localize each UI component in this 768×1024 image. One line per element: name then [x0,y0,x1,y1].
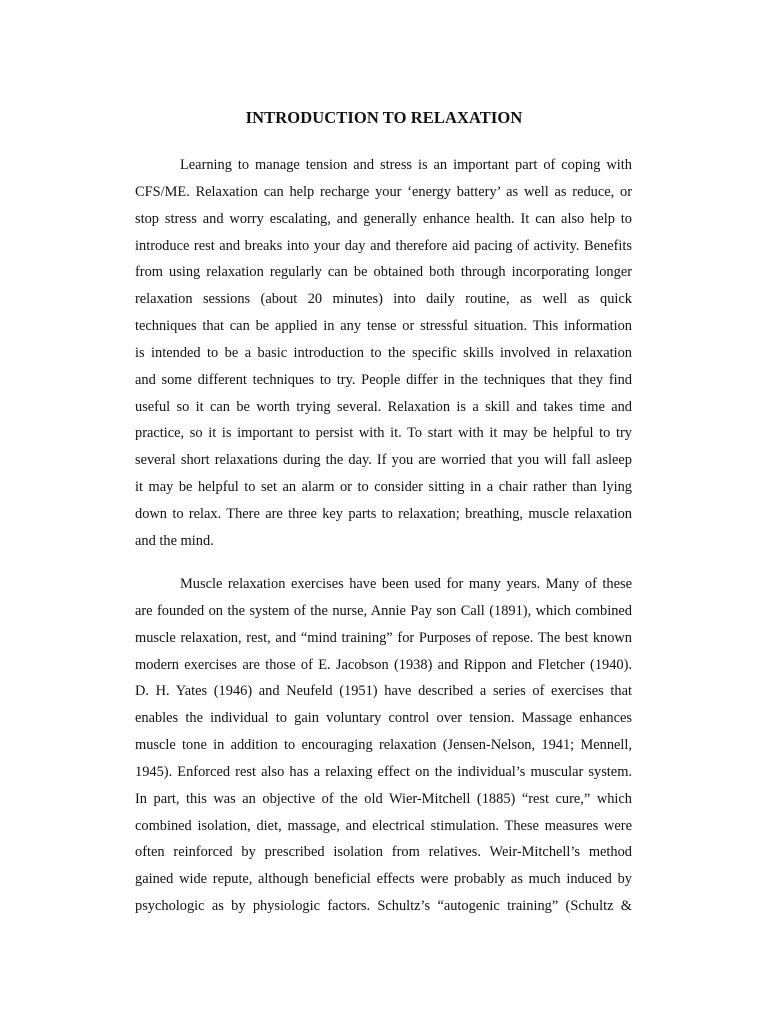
paragraph-1 [135,152,632,555]
paragraph-line: psychologic as by physiologic factors. Schultz’s “autogenic training” (Schultz & [135,898,632,915]
paragraph-line: D. H. Yates (1946) and Neufeld (1951) have described a series of exercises that [135,683,632,700]
paragraph-line: several short relaxations during the day. If you are worried that you will fall asleep [135,452,632,469]
paragraph-line: muscle tone in addition to encouraging relaxation (Jensen-Nelson, 1941; Mennell, [135,737,632,754]
paragraph-line: relaxation sessions (about 20 minutes) into daily routine, as well as quick [135,291,632,308]
paragraph-line: modern exercises are those of E. Jacobson (1938) and Rippon and Fletcher (1940). [135,656,632,673]
paragraph-line: muscle relaxation, rest, and “mind training” for Purposes of repose. The best known [135,629,632,646]
paragraph-line: CFS/ME. Relaxation can help recharge your ‘energy battery’ as well as reduce, or [135,183,632,200]
paragraph-line: is intended to be a basic introduction to the specific skills involved in relaxation [135,344,632,361]
paragraph-line: practice, so it is important to persist with it. To start with it may be helpful to try [135,425,632,442]
paragraph-line: useful so it can be worth trying several. Relaxation is a skill and takes time and [135,398,632,415]
paragraph-line: and the mind. [135,532,214,549]
paragraph-line: In part, this was an objective of the old Wier-Mitchell (1885) “rest cure,” which [135,790,632,807]
paragraph-line: and some different techniques to try. People differ in the techniques that they find [135,371,632,388]
paragraph-line: Muscle relaxation exercises have been used for many years. Many of these [180,576,632,592]
paragraph-line: enables the individual to gain voluntary control over tension. Massage enhances [135,710,632,727]
paragraph-line: techniques that can be applied in any tense or stressful situation. This information [135,318,632,335]
paragraph-line: it may be helpful to set an alarm or to consider sitting in a chair rather than lying [135,479,632,496]
paragraph-line: gained wide repute, although beneficial effects were probably as much induced by [135,871,632,888]
paragraph-line: Learning to manage tension and stress is an important part of coping with [180,157,632,173]
paragraph-line: combined isolation, diet, massage, and electrical stimulation. These measures were [135,817,632,834]
paragraph-2 [135,571,632,920]
paragraph-line: down to relax. There are three key parts to relaxation; breathing, muscle relaxation [135,505,632,522]
paragraph-line: often reinforced by prescribed isolation from relatives. Weir-Mitchell’s method [135,844,632,861]
paragraph-line: from using relaxation regularly can be obtained both through incorporating longer [135,264,632,281]
paragraph-line: introduce rest and breaks into your day and therefore aid pacing of activity. Benefits [135,237,632,254]
page-title: INTRODUCTION TO RELAXATION [245,108,523,127]
paragraph-line: stop stress and worry escalating, and generally enhance health. It can also help to [135,210,632,227]
paragraph-line: 1945). Enforced rest also has a relaxing effect on the individual’s muscular system. [135,763,632,780]
paragraph-line: are founded on the system of the nurse, Annie Pay son Call (1891), which combined [135,602,632,619]
